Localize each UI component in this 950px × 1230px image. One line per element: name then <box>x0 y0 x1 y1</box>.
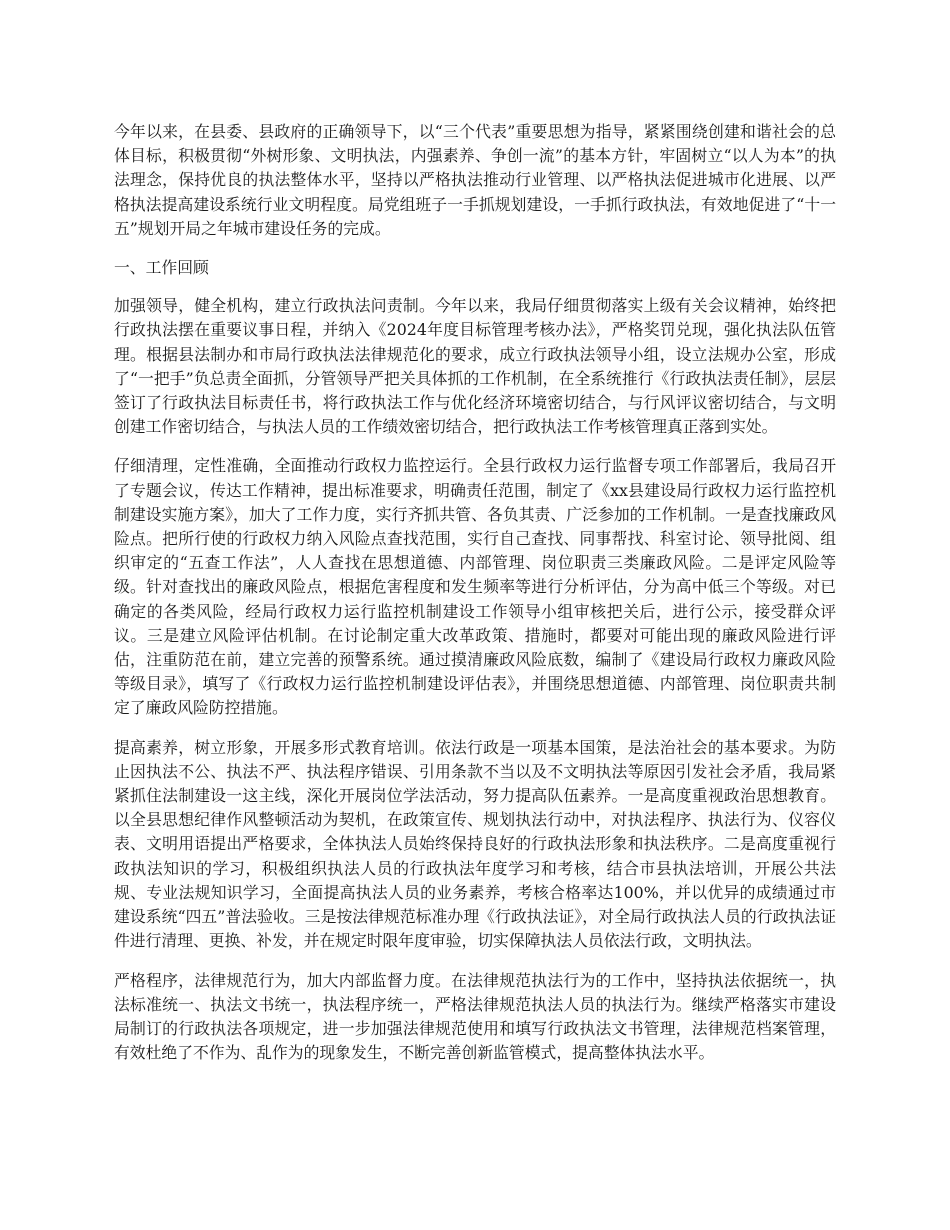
paragraph-leadership: 加强领导，健全机构，建立行政执法问责制。今年以来，我局仔细贯彻落实上级有关会议精神，始终把行政执法摆在重要议事日程，并纳入《2024年度目标管理考核办法》，严格奖罚兑现，强化执法队伍管理。根据县法制办和市局行政执法法律规范化的要求，成立行政执法领导小组，设立法规办公室，形成了“一把手”负总责全面抓，分管领导严把关具体抓的工作机制，在全系统推行《行政执法责任制》，层层签订了行政执法目标责任书，将行政执法工作与优化经济环境密切结合，与行风评议密切结合，与文明创建工作密切结合，与执法人员的工作绩效密切结合，把行政执法工作考核管理真正落到实处。 <box>114 296 836 437</box>
intro-paragraph: 今年以来，在县委、县政府的正确领导下，以“三个代表”重要思想为指导，紧紧围绕创建和谐社会的总体目标，积极贯彻“外树形象、文明执法，内强素养、争创一流”的基本方针，牢固树立“以人为本”的执法理念，保持优良的执法整体水平，坚持以严格执法推动行业管理、以严格执法促进城市化进展、以严格执法提高建设系统行业文明程度。局党组班子一手抓规划建设，一手抓行政执法，有效地促进了“十一五”规划开局之年城市建设任务的完成。 <box>114 122 836 238</box>
paragraph-power-monitoring: 仔细清理，定性准确，全面推动行政权力监控运行。全县行政权力运行监督专项工作部署后，我局召开了专题会议，传达工作精神，提出标准要求，明确责任范围，制定了《xx县建设局行政权力运行监控机制建设实施方案》，加大了工作力度，实行齐抓共管、各负其责、广泛参加的工作机制。一是查找廉政风险点。把所行使的行政权力纳入风险点查找范围，实行自己查找、同事帮找、科室讨论、领导批阅、组织审定的“五查工作法”，人人查找在思想道德、内部管理、岗位职责三类廉政风险。二是评定风险等级。针对查找出的廉政风险点，根据危害程度和发生频率等进行分析评估，分为高中低三个等级。对已确定的各类风险，经局行政权力运行监控机制建设工作领导小组审核把关后，进行公示，接受群众评议。三是建立风险评估机制。在讨论制定重大改革政策、措施时，都要对可能出现的廉政风险进行评估，注重防范在前，建立完善的预警系统。通过摸清廉政风险底数，编制了《建设局行政权力廉政风险等级目录》，填写了《行政权力运行监控机制建设评估表》，并围绕思想道德、内部管理、岗位职责共制定了廉政风险防控措施。 <box>114 456 836 718</box>
paragraph-training: 提高素养，树立形象，开展多形式教育培训。依法行政是一项基本国策，是法治社会的基本要求。为防止因执法不公、执法不严、执法程序错误、引用条款不当以及不文明执法等原因引发社会矛盾，我局紧紧抓住法制建设一这主线，深化开展岗位学法活动，努力提高队伍素养。一是高度重视政治思想教育。以全县思想纪律作风整顿活动为契机，在政策宣传、规划执法行动中，对执法程序、执法行为、仪容仪表、文明用语提出严格要求，全体执法人员始终保持良好的行政执法形象和执法秩序。二是高度重视行政执法知识的学习，积极组织执法人员的行政执法年度学习和考核，结合市县执法培训，开展公共法规、专业法规知识学习，全面提高执法人员的业务素养，考核合格率达100%，并以优异的成绩通过市建设系统“四五”普法验收。三是按法律规范标准办理《行政执法证》，对全局行政执法人员的行政执法证件进行清理、更换、补发，并在规定时限年度审验，切实保障执法人员依法行政，文明执法。 <box>114 737 836 951</box>
section-heading: 一、工作回顾 <box>114 258 209 278</box>
document-body <box>114 120 836 1080</box>
paragraph-procedure: 严格程序，法律规范行为，加大内部监督力度。在法律规范执法行为的工作中，坚持执法依据统一，执法标准统一、执法文书统一，执法程序统一，严格法律规范执法人员的执法行为。继续严格落实市建设局制订的行政执法各项规定，进一步加强法律规范使用和填写行政执法文书管理，法律规范档案管理，有效杜绝了不作为、乱作为的现象发生，不断完善创新监管模式，提高整体执法水平。 <box>114 970 836 1063</box>
